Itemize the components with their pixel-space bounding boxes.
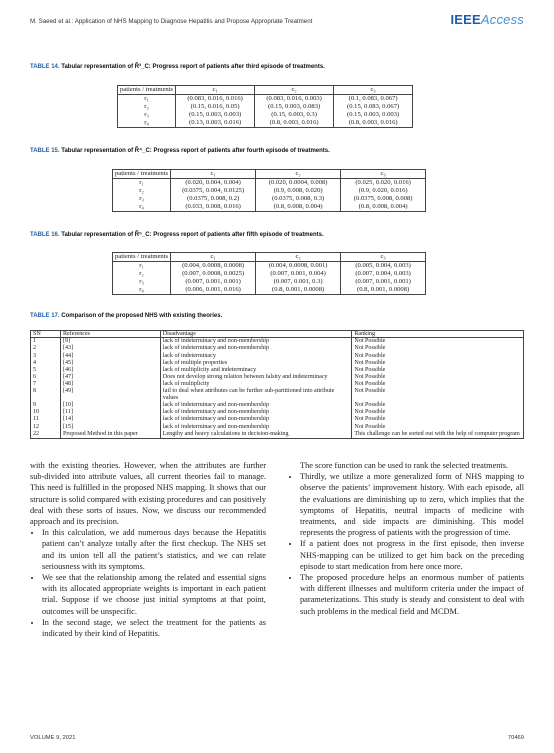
table-cell: [10]: [60, 402, 160, 409]
row-labels: r₁ r₂ r₃ r₄: [113, 262, 171, 295]
table-cell: lack of multiplicity: [160, 381, 352, 388]
table-cell: 12: [31, 424, 61, 431]
page-footer: [30, 735, 524, 741]
table-cell: Not Possible: [352, 353, 524, 360]
table-cell: [15]: [60, 424, 160, 431]
table-cell: 5: [31, 367, 61, 374]
table-cell: 4: [31, 360, 61, 367]
column-header: c₂: [256, 253, 341, 262]
table-cell: [48]: [60, 381, 160, 388]
table-cell: 3: [31, 353, 61, 360]
table-cell: Does not develop strong relation between falsity and indeterminacy: [160, 374, 352, 381]
table-cell: 22: [31, 431, 61, 439]
page-header: [30, 12, 524, 32]
table-cell: [45]: [60, 360, 160, 367]
page-number: 70469: [507, 735, 524, 741]
table-cell: 8: [31, 388, 61, 402]
list-item: • We see that the relationship among the related and essential signs with its allocated appropriate weights is important in each patient trial. Suppose if we choose just initial symptoms at that point, outcomes will be unspecific.: [42, 572, 266, 617]
table-row: [31, 409, 524, 416]
journal-logo: IEEEAccess: [450, 12, 524, 27]
column-header: c₂: [255, 86, 334, 95]
right-column: [288, 460, 524, 617]
table-cell-column: (0.020, 0.004, 0.004) (0.0375, 0.004, 0.0125) (0.0375, 0.008, 0.2) (0.033, 0.008, 0.016): [171, 179, 256, 212]
table-cell-column: (0.025, 0.020, 0.016) (0.9, 0.020, 0.016) (0.0375, 0.008, 0.008) (0.8, 0.008, 0.004): [341, 179, 426, 212]
table-cell-column: (0.004, 0.0008, 0.001) (0.007, 0.001, 0.004) (0.007, 0.001, 0.3) (0.8, 0.001, 0.0008): [256, 262, 341, 295]
table-row: [31, 374, 524, 381]
table-row: [31, 353, 524, 360]
column-header: c₃: [341, 253, 426, 262]
table-cell: 2: [31, 345, 61, 352]
table-cell: 6: [31, 374, 61, 381]
table-cell-column: (0.004, 0.0008, 0.0008) (0.007, 0.0008, 0.0025) (0.007, 0.001, 0.001) (0.006, 0.001, 0.016): [171, 262, 256, 295]
table-row: [31, 424, 524, 431]
table-cell: [9]: [60, 338, 160, 346]
table-15: [112, 169, 426, 212]
table-cell: Not Possible: [352, 416, 524, 423]
table-cell: 1: [31, 338, 61, 346]
list-item: • If a patient does not progress in the first episode, then inverse NHS-mapping can be utilized to get him back on the preceding episode to start medication from here once more.: [300, 538, 524, 572]
table-cell: [11]: [60, 409, 160, 416]
volume-label: VOLUME 9, 2021: [30, 735, 76, 741]
table-17-caption: TABLE 17. Comparison of the proposed NHS with existing theories.: [30, 313, 223, 319]
list-item: • In the second stage, we select the treatment for the patients as indicated by their kind of Hepatitis.: [42, 617, 266, 639]
column-header: SN: [31, 331, 61, 338]
bullet-list: [288, 471, 524, 617]
table-cell: Not Possible: [352, 388, 524, 402]
column-header: c₁: [171, 253, 256, 262]
table-cell-column: (0.1, 0.083, 0.067) (0.15, 0.083, 0.067) (0.15, 0.003, 0.003) (0.8, 0.003, 0.016): [334, 95, 413, 128]
table-cell: Not Possible: [352, 345, 524, 352]
paragraph: The score function can be used to rank the selected treatments.: [300, 461, 509, 470]
table-cell: Proposed Method in this paper: [60, 431, 160, 439]
table-cell-column: (0.005, 0.004, 0.003) (0.007, 0.004, 0.003) (0.007, 0.001, 0.001) (0.8, 0.001, 0.0008): [341, 262, 426, 295]
table-cell: lack of indeterminacy and non-membership: [160, 409, 352, 416]
table-row: [31, 345, 524, 352]
table-cell: Not Possible: [352, 360, 524, 367]
column-header: c₁: [171, 170, 256, 179]
table-cell: [14]: [60, 416, 160, 423]
table-cell: lack of indeterminacy and non-membership: [160, 416, 352, 423]
table-corner: patients / treatments: [118, 86, 176, 95]
column-header: c₁: [176, 86, 255, 95]
table-corner: patients / treatments: [113, 170, 171, 179]
table-row: [31, 388, 524, 402]
table-cell: lack of indeterminacy and non-membership: [160, 424, 352, 431]
table-cell-column: (0.083, 0.016, 0.016) (0.15, 0.016, 0.05) (0.15, 0.003, 0.003) (0.13, 0.003, 0.016): [176, 95, 255, 128]
table-cell: Not Possible: [352, 409, 524, 416]
table-cell: fail to deal when attributes can be further sub-partitioned into attribute values: [160, 388, 352, 402]
table-cell: [44]: [60, 353, 160, 360]
table-17: [30, 330, 524, 439]
table-row: [31, 367, 524, 374]
bullet-list: [30, 527, 266, 639]
table-cell: 9: [31, 402, 61, 409]
table-cell: Not Possible: [352, 402, 524, 409]
list-item: • Thirdly, we utilize a more generalized form of NHS mapping to observe the patients’ improvement history. With each episode, all the evaluations are diminishing up to zero, which implies that the symptoms of Hepatitis, neutral impacts of medicine with treatments, and side impacts are diminishing. This model represents the progress of patients with the progression of time.: [300, 471, 524, 538]
column-header: c₃: [334, 86, 413, 95]
table-15-caption: TABLE 15. Tabular representation of R̃⁴_C: Progress report of patients after fourth episode of treatments.: [30, 148, 330, 154]
table-cell: lack of multiplicity and indeterminacy: [160, 367, 352, 374]
table-cell: [43]: [60, 345, 160, 352]
table-cell-column: (0.020, 0.0004, 0.008) (0.9, 0.008, 0.020) (0.0375, 0.008, 0.3) (0.8, 0.008, 0.004): [256, 179, 341, 212]
table-cell: Not Possible: [352, 374, 524, 381]
table-row: [31, 338, 524, 346]
table-cell: Lengthy and heavy calculations in decision-making: [160, 431, 352, 439]
table-cell: [49]: [60, 388, 160, 402]
column-header: c₃: [341, 170, 426, 179]
list-item: • The proposed procedure helps an enormous number of patients with different illnesses and multiform criteria under the impact of parameterizations. This study is steady and consistent to deal with such problems in the medical field and MCDM.: [300, 572, 524, 617]
column-header: Disadvantage: [160, 331, 352, 338]
table-row: [31, 402, 524, 409]
table-cell: lack of indeterminacy: [160, 353, 352, 360]
table-row: [31, 360, 524, 367]
table-cell: 7: [31, 381, 61, 388]
column-header: Ranking: [352, 331, 524, 338]
table-cell: [47]: [60, 374, 160, 381]
list-item: • In this calculation, we add numerous days because the Hepatitis patient can’t analyze totally after the first checkup. The NHS set and its union tell all the patient’s statistics, and we can relate seriousness with its symptoms.: [42, 527, 266, 572]
table-row: [31, 416, 524, 423]
table-cell: lack of indeterminacy and non-membership: [160, 402, 352, 409]
table-cell-column: (0.083, 0.016, 0.003) (0.15, 0.003, 0.083) (0.15, 0.003, 0.3) (0.8, 0.003, 0.016): [255, 95, 334, 128]
table-cell: lack of indeterminacy and non-membership: [160, 338, 352, 346]
row-labels: r₁ r₂ r₃ r₄: [113, 179, 171, 212]
table-row: [31, 381, 524, 388]
table-row: [31, 431, 524, 439]
table-cell: lack of multiple properties: [160, 360, 352, 367]
table-cell: [46]: [60, 367, 160, 374]
table-corner: patients / treatments: [113, 253, 171, 262]
table-16-caption: TABLE 16. Tabular representation of R̃⁵_C: Progress report of patients after fifth episode of treatments.: [30, 232, 324, 238]
column-header: References: [60, 331, 160, 338]
left-column: [30, 460, 266, 639]
column-header: c₂: [256, 170, 341, 179]
table-16: [112, 252, 426, 295]
row-labels: r₁ r₂ r₃ r₄: [118, 95, 176, 128]
table-cell: This challenge can be sorted out with the help of computer program: [352, 431, 524, 439]
table-cell: 10: [31, 409, 61, 416]
table-14: [117, 85, 413, 128]
table-cell: Not Possible: [352, 381, 524, 388]
running-title: M. Saeed et al.: Application of NHS Mapping to Diagnose Hepatitis and Propose Appropriate Treatment: [30, 18, 313, 25]
table-cell: Not Possible: [352, 338, 524, 346]
table-cell: 11: [31, 416, 61, 423]
table-14-caption: TABLE 14. Tabular representation of R̃³_C: Progress report of patients after third episode of treatments.: [30, 64, 325, 70]
table-cell: Not Possible: [352, 424, 524, 431]
paragraph: with the existing theories. However, when the attributes are further sub-divided into attribute values, all current theories fail to manage. This need is fulfilled in the proposed NHS mapping. It shows that our structure is solid compared with existing procedures and can positively deal with these sorts of issues. Now, we discuss our recommended approach and its precision.: [30, 461, 266, 527]
table-cell: lack of indeterminacy and non-membership: [160, 345, 352, 352]
table-cell: Not Possible: [352, 367, 524, 374]
